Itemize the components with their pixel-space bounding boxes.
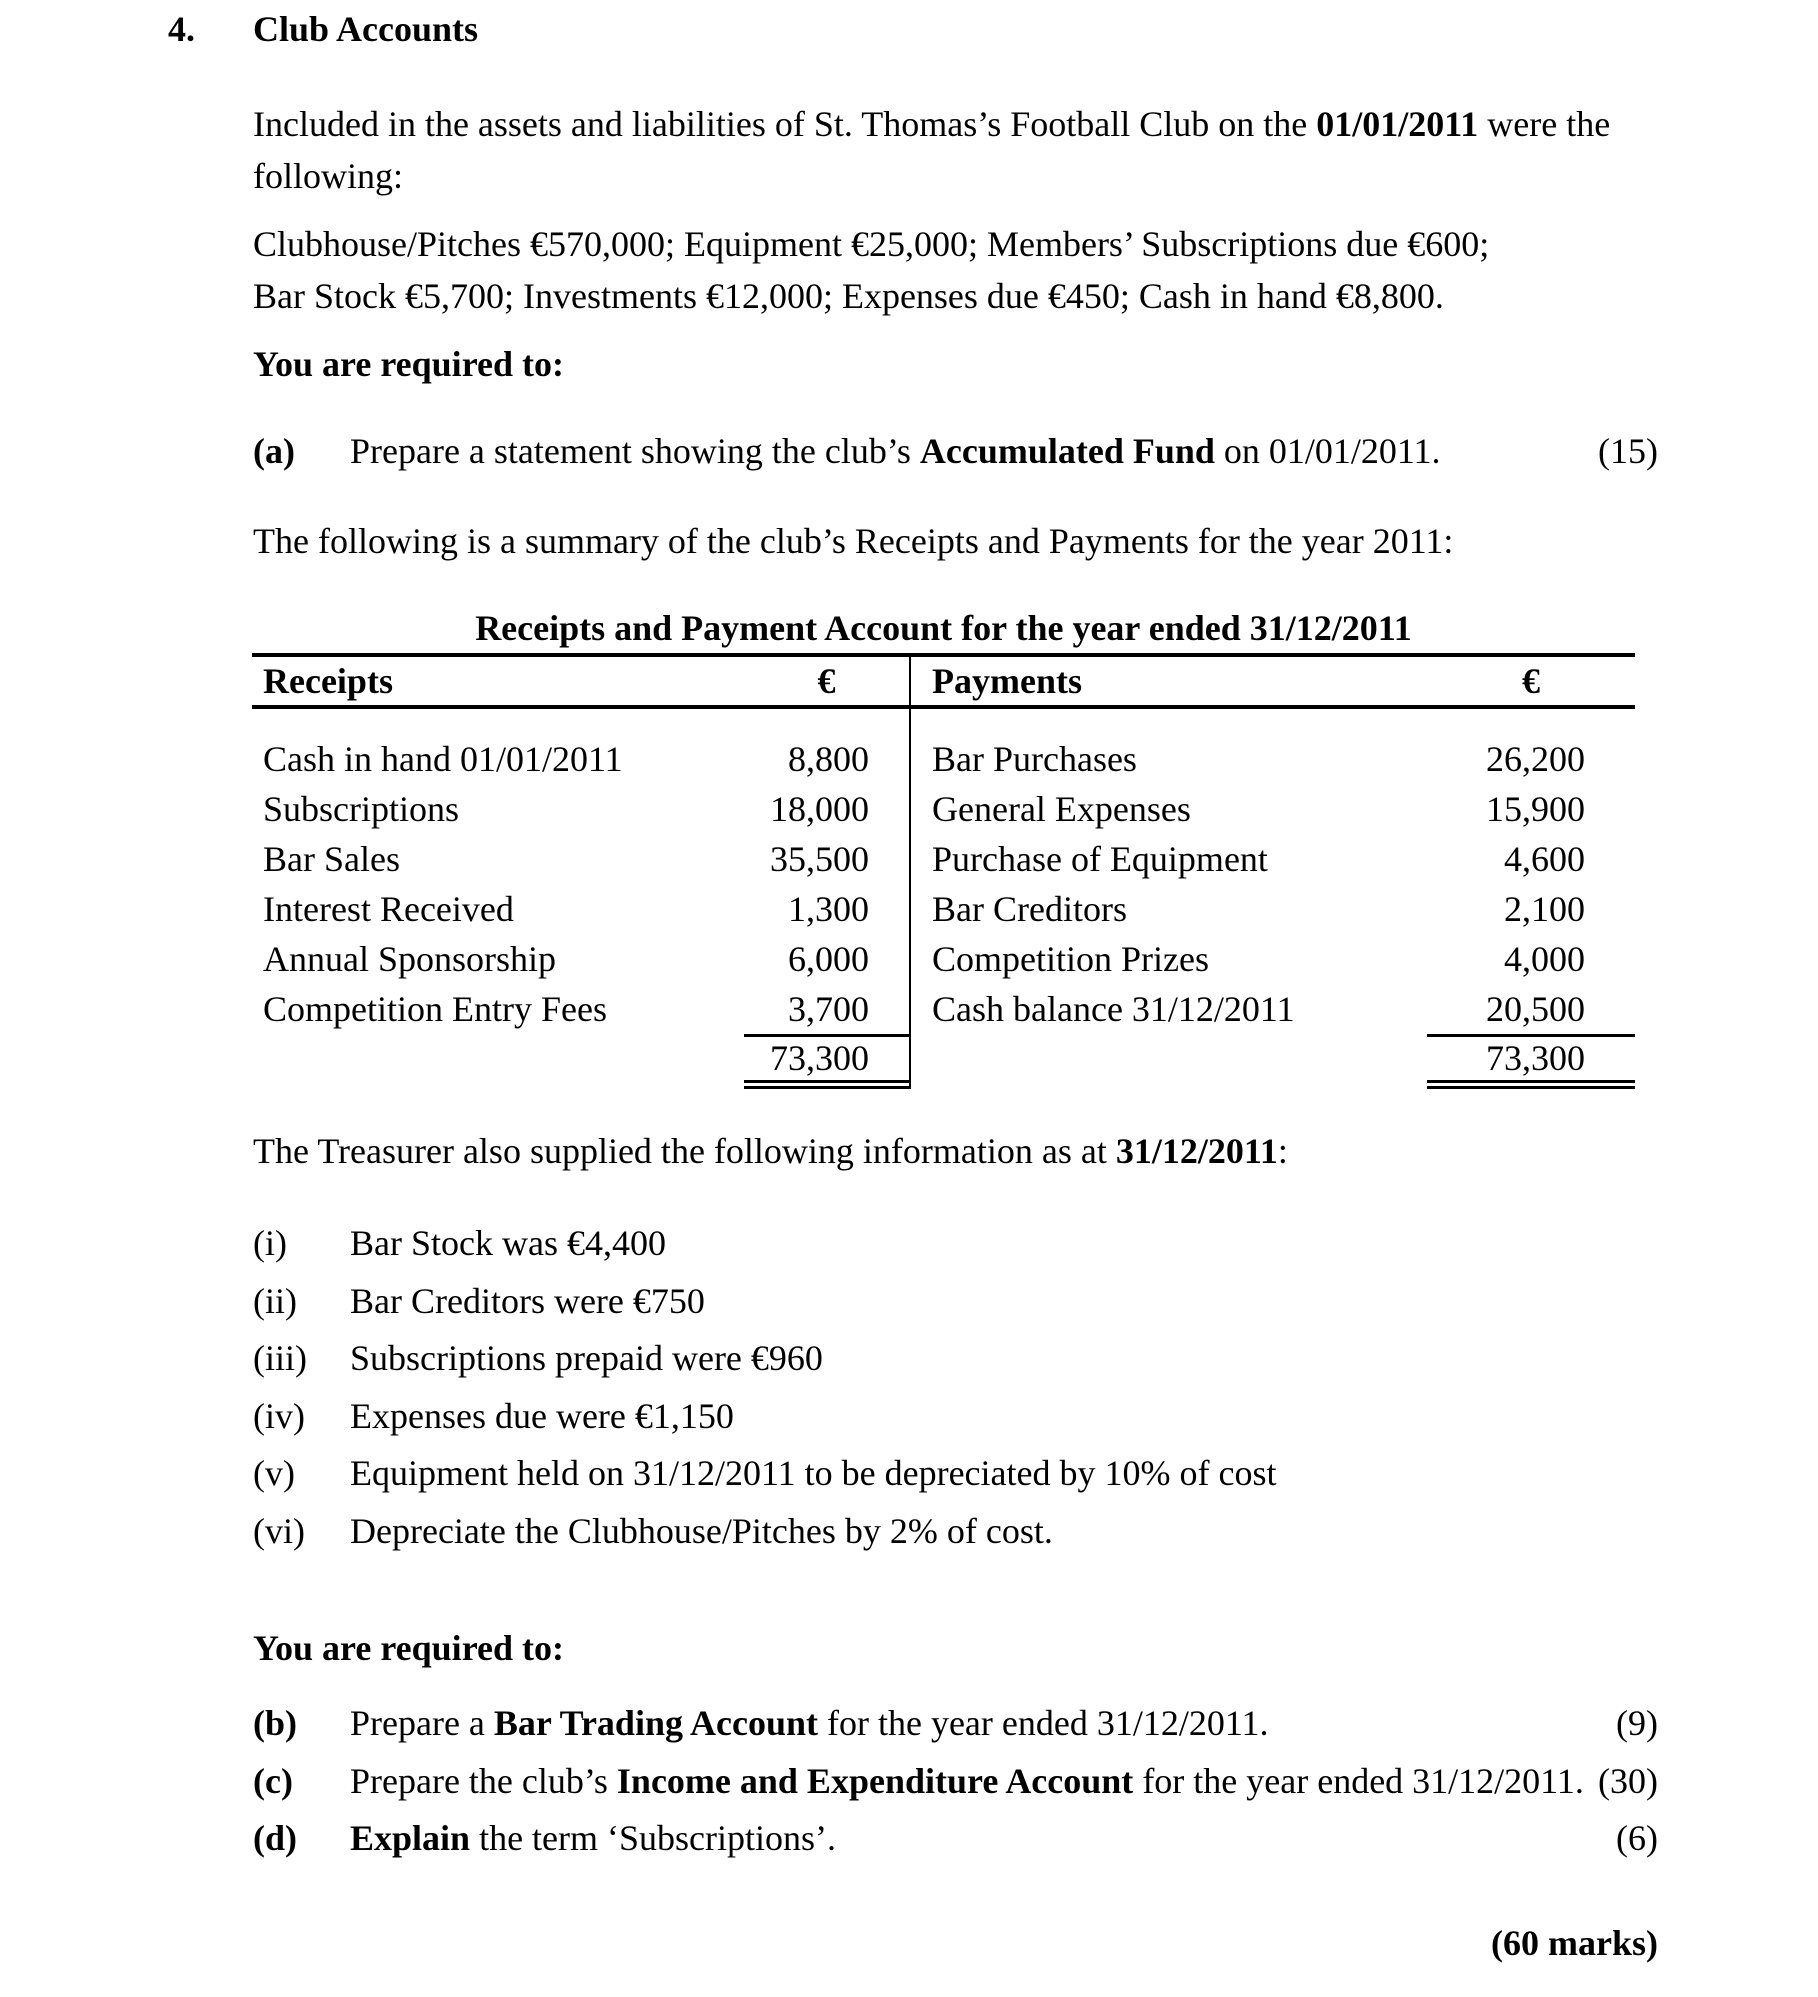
row-label: Interest Received xyxy=(263,888,514,929)
row-label: Bar Creditors xyxy=(932,888,1127,929)
requirement-d-label: (d) xyxy=(253,1818,297,1858)
table-title: Receipts and Payment Account for the year ended 31/12/2011 xyxy=(475,608,1412,648)
row-amount: 1,300 xyxy=(788,888,869,929)
row-label: Annual Sponsorship xyxy=(263,938,557,979)
table-row xyxy=(911,984,1635,1034)
requirement-a xyxy=(253,430,1658,472)
row-amount: 18,000 xyxy=(770,788,869,829)
row-amount: 2,100 xyxy=(1504,888,1585,929)
row-amount: 6,000 xyxy=(788,938,869,979)
note-item-iv xyxy=(253,1395,1658,1437)
treasurer-note: The Treasurer also supplied the following information as at 31/12/2011: xyxy=(253,1131,1288,1171)
row-amount: 26,200 xyxy=(1486,738,1585,779)
requirement-c xyxy=(253,1760,1658,1802)
row-label: Subscriptions xyxy=(263,788,460,829)
note-label: (vi) xyxy=(253,1511,305,1551)
requirement-a-text: Prepare a statement showing the club’s Accumulated Fund on 01/01/2011. xyxy=(350,431,1441,471)
intro-line-2: following: xyxy=(253,156,403,196)
note-text: Subscriptions prepaid were €960 xyxy=(350,1338,823,1378)
requirement-d xyxy=(253,1817,1658,1859)
receipts-total-row xyxy=(252,1034,909,1089)
table-row xyxy=(252,734,909,784)
row-amount: 4,600 xyxy=(1504,838,1585,879)
requirement-d-marks: (6) xyxy=(1616,1818,1658,1858)
intro-line-1: Included in the assets and liabilities of St. Thomas’s Football Club on the 01/01/2011 were the xyxy=(253,104,1611,144)
note-label: (i) xyxy=(253,1223,287,1263)
note-label: (v) xyxy=(253,1453,295,1493)
row-label: Cash balance 31/12/2011 xyxy=(932,988,1295,1029)
note-item-v xyxy=(253,1452,1658,1494)
receipts-payments-table xyxy=(252,653,1635,1089)
question-heading xyxy=(168,8,478,50)
table-row xyxy=(911,784,1635,834)
requirement-c-label: (c) xyxy=(253,1761,293,1801)
assets-line-2: Bar Stock €5,700; Investments €12,000; Expenses due €450; Cash in hand €8,800. xyxy=(253,276,1444,316)
row-amount: 4,000 xyxy=(1504,938,1585,979)
requirement-b xyxy=(253,1702,1658,1744)
note-text: Expenses due were €1,150 xyxy=(350,1396,734,1436)
note-text: Depreciate the Clubhouse/Pitches by 2% of cost. xyxy=(350,1511,1053,1551)
note-label: (ii) xyxy=(253,1281,297,1321)
payments-header: Payments xyxy=(932,660,1082,701)
requirement-d-text: Explain the term ‘Subscriptions’. xyxy=(350,1818,837,1858)
row-amount: 35,500 xyxy=(770,838,869,879)
total-marks: (60 marks) xyxy=(1491,1923,1658,1963)
note-item-i xyxy=(253,1222,1658,1264)
requirement-b-text: Prepare a Bar Trading Account for the year ended 31/12/2011. xyxy=(350,1703,1269,1743)
assets-paragraph xyxy=(253,218,1489,322)
row-amount: 8,800 xyxy=(788,738,869,779)
row-label: Competition Prizes xyxy=(932,938,1209,979)
table-row xyxy=(911,734,1635,784)
note-label: (iii) xyxy=(253,1338,307,1378)
row-amount: 3,700 xyxy=(788,988,869,1029)
note-item-ii xyxy=(253,1280,1658,1322)
question-number: 4. xyxy=(168,9,195,49)
requirement-c-text: Prepare the club’s Income and Expenditure Account for the year ended 31/12/2011. xyxy=(350,1761,1584,1801)
question-title: Club Accounts xyxy=(253,9,479,49)
note-label: (iv) xyxy=(253,1396,305,1436)
table-row xyxy=(252,834,909,884)
row-label: Competition Entry Fees xyxy=(263,988,607,1029)
requirement-a-marks: (15) xyxy=(1598,431,1658,471)
note-item-iii xyxy=(253,1337,1658,1379)
payments-column xyxy=(911,657,1635,1089)
note-text: Equipment held on 31/12/2011 to be depreciated by 10% of cost xyxy=(350,1453,1277,1493)
payments-currency-header: € xyxy=(1522,660,1540,701)
requirement-b-label: (b) xyxy=(253,1703,297,1743)
table-row xyxy=(252,934,909,984)
note-text: Bar Stock was €4,400 xyxy=(350,1223,666,1263)
payments-total: 73,300 xyxy=(1427,1034,1635,1089)
requirement-c-marks: (30) xyxy=(1598,1761,1658,1801)
summary-line: The following is a summary of the club’s Receipts and Payments for the year 2011: xyxy=(253,521,1454,561)
note-text: Bar Creditors were €750 xyxy=(350,1281,705,1321)
required-heading-first: You are required to: xyxy=(253,344,564,384)
required-heading-second: You are required to: xyxy=(253,1628,564,1668)
requirement-b-marks: (9) xyxy=(1616,1703,1658,1743)
intro-paragraph xyxy=(253,98,1610,202)
table-row xyxy=(911,934,1635,984)
receipts-header: Receipts xyxy=(263,660,393,701)
table-row xyxy=(911,884,1635,934)
row-label: Cash in hand 01/01/2011 xyxy=(263,738,623,779)
receipts-rows xyxy=(252,709,909,1034)
receipts-column xyxy=(252,657,911,1089)
row-label: General Expenses xyxy=(932,788,1191,829)
assets-line-1: Clubhouse/Pitches €570,000; Equipment €25,000; Members’ Subscriptions due €600; xyxy=(253,224,1490,264)
table-row xyxy=(911,834,1635,884)
row-amount: 20,500 xyxy=(1486,988,1585,1029)
table-row xyxy=(252,984,909,1034)
table-row xyxy=(252,884,909,934)
row-label: Bar Sales xyxy=(263,838,400,879)
payments-header-row xyxy=(911,657,1635,709)
table-row xyxy=(252,784,909,834)
requirement-a-label: (a) xyxy=(253,431,295,471)
receipts-total: 73,300 xyxy=(744,1034,909,1089)
receipts-currency-header: € xyxy=(817,660,836,701)
payments-rows xyxy=(911,709,1635,1034)
receipts-header-row xyxy=(252,657,909,709)
row-label: Purchase of Equipment xyxy=(932,838,1268,879)
note-item-vi xyxy=(253,1510,1658,1552)
row-label: Bar Purchases xyxy=(932,738,1137,779)
row-amount: 15,900 xyxy=(1486,788,1585,829)
payments-total-row xyxy=(911,1034,1635,1089)
